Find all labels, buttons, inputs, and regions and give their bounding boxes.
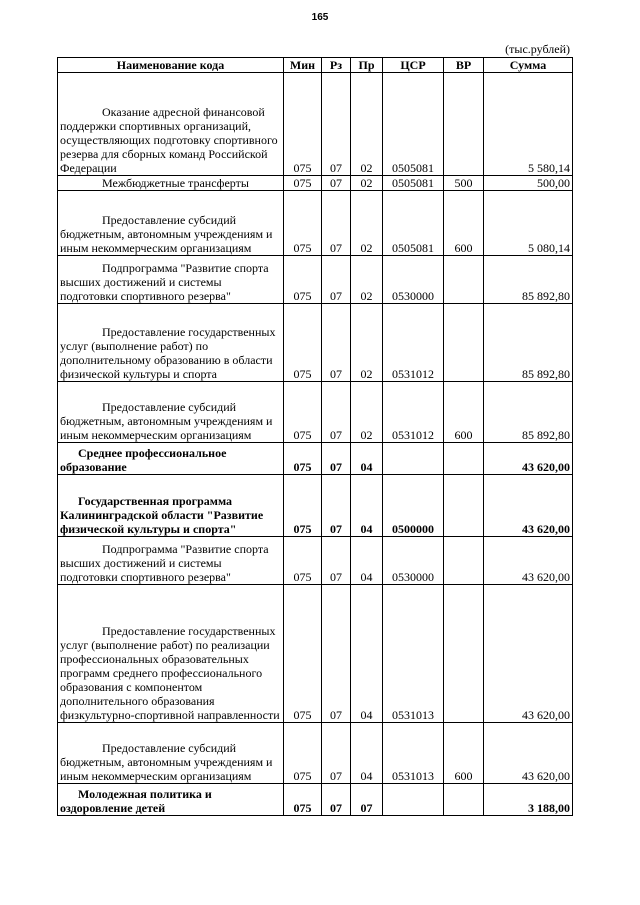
row-name: Предоставление субсидий бюджетным, автономным учреждениям и иным некоммерческим организациям [58, 382, 284, 443]
row-sum: 5 580,14 [484, 73, 573, 176]
row-rz: 07 [322, 176, 351, 191]
col-header-pr: Пр [351, 58, 383, 73]
row-csr: 0505081 [383, 73, 444, 176]
row-sum: 43 620,00 [484, 723, 573, 784]
row-pr: 02 [351, 382, 383, 443]
row-name: Молодежная политика и оздоровление детей [58, 784, 284, 816]
row-name: Подпрограмма "Развитие спорта высших достижений и системы подготовки спортивного резерва" [58, 256, 284, 304]
row-name: Предоставление субсидий бюджетным, автономным учреждениям и иным некоммерческим организациям [58, 191, 284, 256]
row-pr: 04 [351, 585, 383, 723]
table-row [58, 784, 573, 816]
row-pr: 07 [351, 784, 383, 816]
row-rz: 07 [322, 191, 351, 256]
row-rz: 07 [322, 256, 351, 304]
row-sum: 85 892,80 [484, 304, 573, 382]
row-name: Межбюджетные трансферты [58, 176, 284, 191]
row-rz: 07 [322, 382, 351, 443]
row-sum: 3 188,00 [484, 784, 573, 816]
table-row [58, 256, 573, 304]
row-name: Оказание адресной финансовой поддержки спортивных организаций, осуществляющих подготовку спортивного резерва для сборных команд Российской Федерации [58, 73, 284, 176]
table-row [58, 723, 573, 784]
table-row [58, 382, 573, 443]
row-rz: 07 [322, 784, 351, 816]
row-sum: 5 080,14 [484, 191, 573, 256]
row-sum: 85 892,80 [484, 382, 573, 443]
row-min: 075 [284, 784, 322, 816]
row-sum: 43 620,00 [484, 537, 573, 585]
row-min: 075 [284, 537, 322, 585]
row-csr: 0500000 [383, 475, 444, 537]
row-vr [444, 304, 484, 382]
header-row [58, 58, 573, 73]
col-header-rz: Рз [322, 58, 351, 73]
row-vr [444, 537, 484, 585]
col-header-csr: ЦСР [383, 58, 444, 73]
row-pr: 04 [351, 537, 383, 585]
row-vr: 600 [444, 723, 484, 784]
row-min: 075 [284, 443, 322, 475]
row-csr: 0505081 [383, 176, 444, 191]
row-csr: 0505081 [383, 191, 444, 256]
row-pr: 02 [351, 191, 383, 256]
col-header-name: Наименование кода [58, 58, 284, 73]
row-min: 075 [284, 73, 322, 176]
table-row [58, 191, 573, 256]
table-row [58, 304, 573, 382]
row-rz: 07 [322, 723, 351, 784]
table-row [58, 475, 573, 537]
page-number: 165 [311, 12, 329, 23]
row-csr [383, 784, 444, 816]
row-rz: 07 [322, 73, 351, 176]
row-csr: 0530000 [383, 256, 444, 304]
row-rz: 07 [322, 304, 351, 382]
row-pr: 04 [351, 723, 383, 784]
row-name: Предоставление государственных услуг (выполнение работ) по дополнительному образованию в области физической культуры и спорта [58, 304, 284, 382]
row-min: 075 [284, 191, 322, 256]
table-row [58, 443, 573, 475]
row-pr: 02 [351, 73, 383, 176]
row-min: 075 [284, 723, 322, 784]
row-pr: 02 [351, 176, 383, 191]
row-min: 075 [284, 256, 322, 304]
row-name: Подпрограмма "Развитие спорта высших достижений и системы подготовки спортивного резерва" [58, 537, 284, 585]
row-rz: 07 [322, 443, 351, 475]
row-min: 075 [284, 176, 322, 191]
budget-table [57, 57, 573, 816]
row-min: 075 [284, 585, 322, 723]
row-vr [444, 585, 484, 723]
row-csr: 0531013 [383, 723, 444, 784]
row-vr: 500 [444, 176, 484, 191]
row-vr [444, 784, 484, 816]
col-header-sum: Сумма [484, 58, 573, 73]
row-csr: 0530000 [383, 537, 444, 585]
row-sum: 85 892,80 [484, 256, 573, 304]
row-pr: 04 [351, 443, 383, 475]
row-vr: 600 [444, 382, 484, 443]
row-name: Государственная программа Калининградской области "Развитие физической культуры и спорта" [58, 475, 284, 537]
table-row [58, 176, 573, 191]
row-name: Предоставление субсидий бюджетным, автономным учреждениям и иным некоммерческим организациям [58, 723, 284, 784]
row-csr: 0531012 [383, 382, 444, 443]
table-row [58, 585, 573, 723]
row-name: Предоставление государственных услуг (выполнение работ) по реализации профессиональных образовательных программ среднего профессионального образования с компонентом дополнительного образования физкультурно-спортивной направленности [58, 585, 284, 723]
row-sum: 43 620,00 [484, 585, 573, 723]
row-csr [383, 443, 444, 475]
row-rz: 07 [322, 537, 351, 585]
row-pr: 02 [351, 256, 383, 304]
row-min: 075 [284, 475, 322, 537]
row-csr: 0531012 [383, 304, 444, 382]
row-rz: 07 [322, 475, 351, 537]
row-rz: 07 [322, 585, 351, 723]
col-header-vr: ВР [444, 58, 484, 73]
row-csr: 0531013 [383, 585, 444, 723]
row-sum: 43 620,00 [484, 443, 573, 475]
row-sum: 500,00 [484, 176, 573, 191]
row-vr [444, 475, 484, 537]
row-vr: 600 [444, 191, 484, 256]
row-min: 075 [284, 382, 322, 443]
row-vr [444, 256, 484, 304]
col-header-min: Мин [284, 58, 322, 73]
row-name: Среднее профессиональное образование [58, 443, 284, 475]
row-sum: 43 620,00 [484, 475, 573, 537]
row-min: 075 [284, 304, 322, 382]
row-vr [444, 73, 484, 176]
row-pr: 04 [351, 475, 383, 537]
row-vr [444, 443, 484, 475]
row-pr: 02 [351, 304, 383, 382]
table-row [58, 537, 573, 585]
table-row [58, 73, 573, 176]
units-label: (тыс.рублей) [505, 42, 570, 56]
